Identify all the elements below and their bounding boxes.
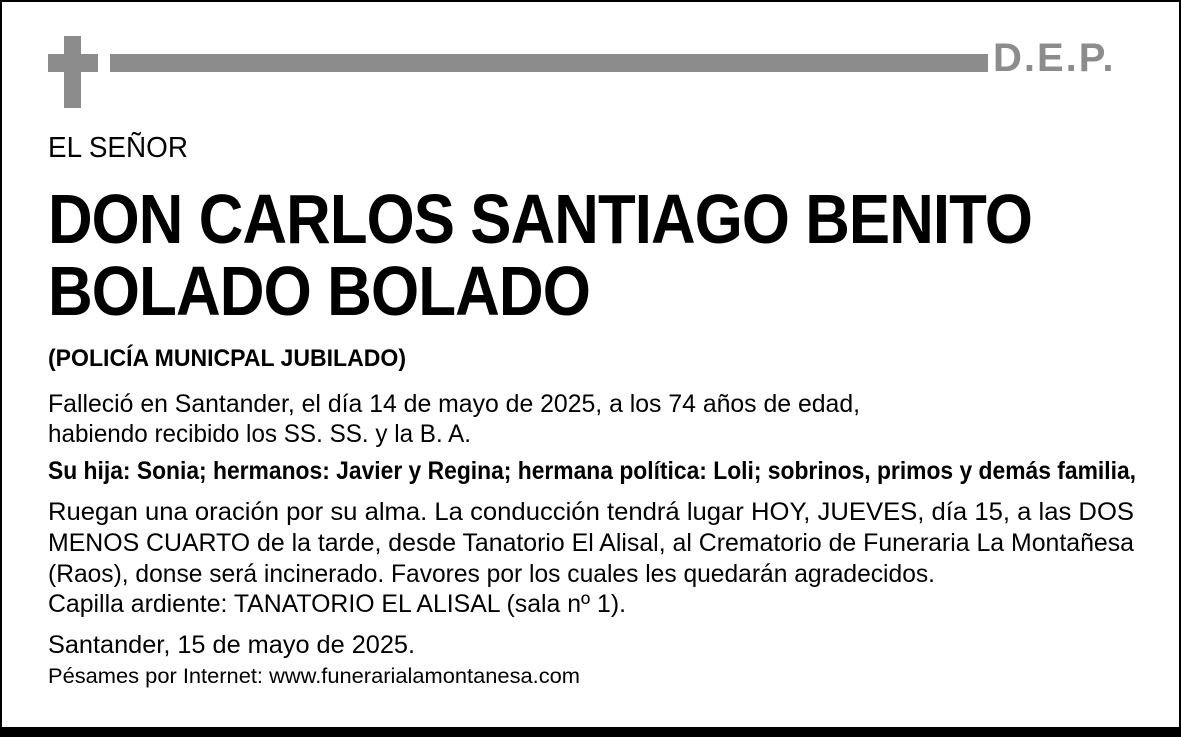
- service-line-1: Ruegan una oración por su alma. La conducción tendrá lugar HOY, JUEVES, día 15, a las DOS: [48, 498, 1134, 526]
- death-line-1: Falleció en Santander, el día 14 de mayo de 2025, a los 74 años de edad,: [48, 390, 860, 418]
- family-line: Su hija: Sonia; hermanos: Javier y Regina; hermana política: Loli; sobrinos, primos y demás familia,: [48, 457, 1136, 485]
- subtitle: (POLICÍA MUNICPAL JUBILADO): [48, 345, 406, 372]
- deceased-name-line-2: BOLADO BOLADO: [48, 252, 590, 330]
- bottom-bar: [0, 727, 1181, 737]
- death-line-2: habiendo recibido los SS. SS. y la B. A.: [48, 420, 471, 448]
- service-line-4: Capilla ardiente: TANATORIO EL ALISAL (sala nº 1).: [48, 590, 626, 618]
- title: EL SEÑOR: [48, 132, 188, 164]
- deceased-name-line-1: DON CARLOS SANTIAGO BENITO: [48, 180, 1032, 258]
- place-date: Santander, 15 de mayo de 2025.: [48, 631, 415, 659]
- header-rule: [110, 54, 988, 72]
- web-line: Pésames por Internet: www.funerarialamontanesa.com: [48, 665, 580, 688]
- service-line-3: (Raos), donse será incinerado. Favores por los cuales les quedarán agradecidos.: [48, 560, 935, 588]
- dep-label: D.E.P.: [993, 36, 1116, 80]
- service-line-2: MENOS CUARTO de la tarde, desde Tanatorio El Alisal, al Crematorio de Funeraria La Montañesa: [48, 529, 1134, 557]
